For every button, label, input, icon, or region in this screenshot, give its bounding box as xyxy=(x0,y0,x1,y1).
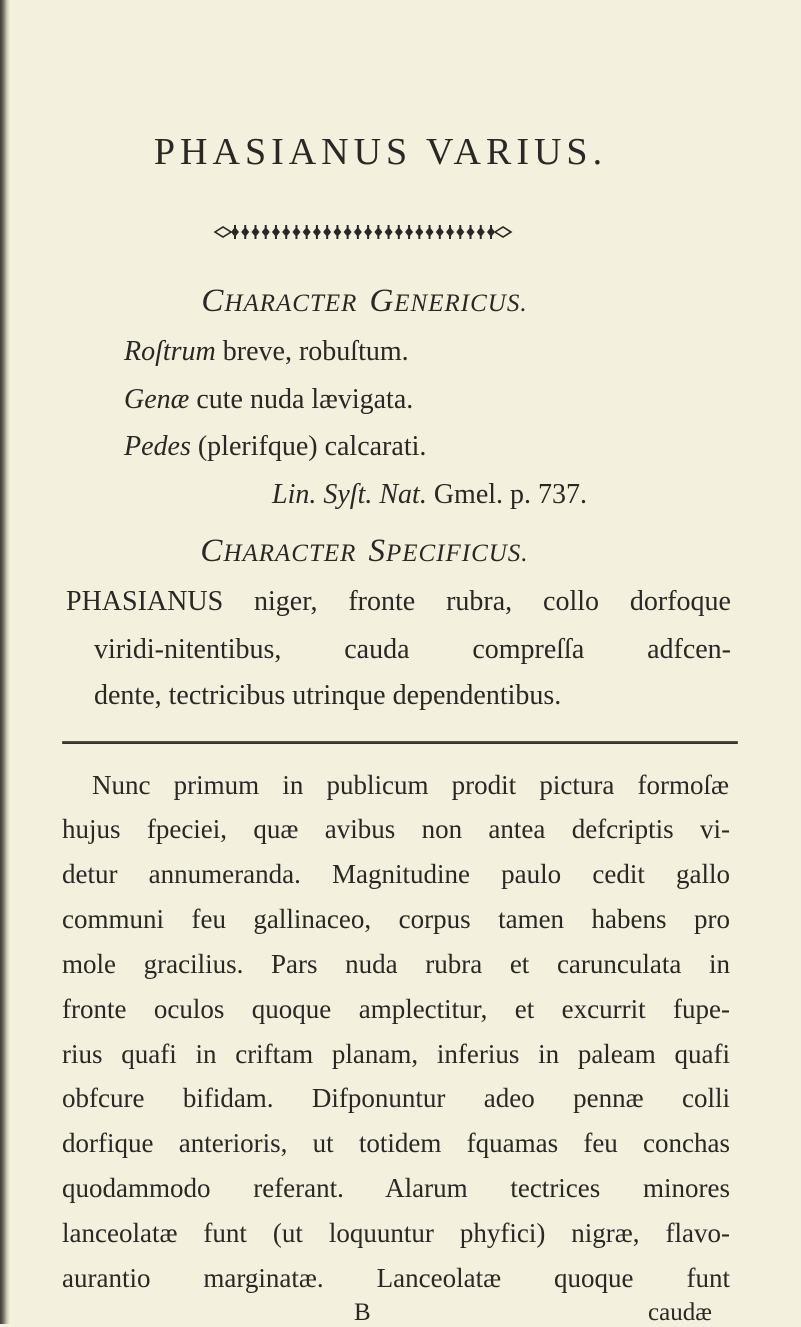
ornament-mark xyxy=(231,225,239,239)
body-line: obfcure bifidam. Difponuntur adeo pennæ colli xyxy=(62,1083,730,1113)
body-line: aurantio marginatæ. Lanceolatæ quoque funt xyxy=(62,1263,730,1293)
ornament-mark xyxy=(415,225,423,239)
section-divider xyxy=(62,741,738,744)
ornament-mark xyxy=(251,225,259,239)
body-line: hujus fpeciei, quæ avibus non antea defcriptis vi- xyxy=(62,814,730,844)
ornament-mark xyxy=(487,225,495,239)
specific-line: viridi-nitentibus, cauda compreſſa adfcen- xyxy=(94,634,731,665)
ornament-mark xyxy=(436,225,444,239)
ornament-mark xyxy=(262,225,270,239)
body-line: lanceolatæ funt (ut loquuntur phyfici) nigræ, flavo- xyxy=(62,1218,730,1248)
generic-line: Roſtrum breve, robuſtum. xyxy=(124,336,409,367)
ornament-mark xyxy=(292,225,300,239)
ornament-mark xyxy=(323,225,331,239)
body-line: Nunc primum in publicum prodit pictura formoſæ xyxy=(92,770,729,800)
page-title: PHASIANUS VARIUS. xyxy=(153,131,608,173)
ornament-mark xyxy=(395,225,403,239)
ornament-mark xyxy=(467,225,475,239)
ornament-mark xyxy=(344,225,352,239)
body-line: quodammodo referant. Alarum tectrices minores xyxy=(62,1173,730,1203)
ornament-mark xyxy=(241,225,249,239)
signature-mark: B xyxy=(354,1299,371,1326)
specific-line: PHASIANUS niger, fronte rubra, collo dorfoque xyxy=(66,586,731,617)
body-line: detur annumeranda. Magnitudine paulo cedit gallo xyxy=(62,859,730,889)
ornament-mark xyxy=(456,225,464,239)
ornament-mark xyxy=(364,225,372,239)
body-line: communi feu gallinaceo, corpus tamen habens pro xyxy=(62,904,730,934)
ornament-mark xyxy=(282,225,290,239)
ornament-mark xyxy=(272,225,280,239)
ornament-mark xyxy=(405,225,413,239)
ornament-mark xyxy=(477,225,485,239)
ornament-mark xyxy=(446,225,454,239)
ornamental-rule xyxy=(213,224,513,240)
body-line: fronte oculos quoque amplectitur, et excurrit fupe- xyxy=(62,994,730,1024)
body-line: mole gracilius. Pars nuda rubra et carunculata in xyxy=(62,949,730,979)
ornament-mark xyxy=(426,225,434,239)
ornament-mark xyxy=(354,225,362,239)
generic-line: Genæ cute nuda lævigata. xyxy=(124,384,414,415)
generic-line: Pedes (plerifque) calcarati. xyxy=(124,431,427,462)
body-line: rius quafi in criftam planam, inferius in paleam quafi xyxy=(62,1039,730,1069)
generic-character-heading: CHARACTER GENERICUS. xyxy=(201,283,528,319)
ornament-mark xyxy=(333,225,341,239)
body-line: dorfique anterioris, ut totidem fquamas feu conchas xyxy=(62,1128,730,1158)
specific-character-heading: CHARACTER SPECIFICUS. xyxy=(200,533,529,569)
ornament-mark xyxy=(303,225,311,239)
catchword: caudæ xyxy=(648,1299,712,1326)
specific-line: dente, tectricibus utrinque dependentibus. xyxy=(94,680,562,711)
ornament-mark xyxy=(313,225,321,239)
ornament-mark xyxy=(374,225,382,239)
generic-reference: Lin. Syſt. Nat. Gmel. p. 737. xyxy=(272,479,588,510)
ornament-mark xyxy=(385,225,393,239)
